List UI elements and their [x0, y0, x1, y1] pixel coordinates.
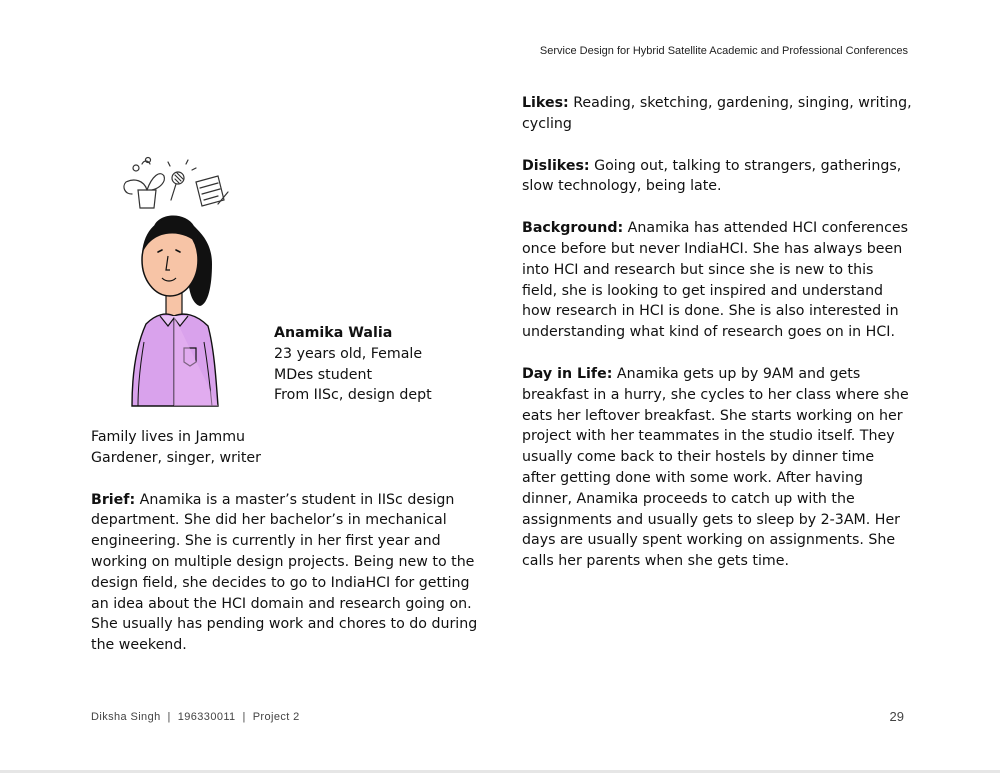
day-in-life-paragraph: [522, 364, 912, 572]
persona-age-gender: 23 years old, Female: [274, 345, 423, 362]
persona-summary: [274, 323, 474, 406]
running-header: Service Design for Hybrid Satellite Academic and Professional Conferences: [539, 45, 908, 57]
background-label: Background:: [522, 220, 624, 237]
brief-text: Anamika is a master’s student in IISc design department. She did her bachelor’s in mechanical engineering. She is currently in her first year and working on multiple design projects. Being new to the design field, she decides to go to IndiaHCI for getting an idea about the HCI domain and research going on. She usually has pending work and chores to do during the weekend.: [91, 491, 478, 654]
left-column: [91, 427, 483, 677]
footer-separator: |: [167, 711, 171, 723]
day-in-life-text: Anamika gets up by 9AM and gets breakfast in a hurry, she cycles to her class where she eats her leftover breakfast. She starts working on her project with her teammates in the studio itself. They usually come back to their hostels by dinner time after getting done with some work. After having dinner, Anamika proceeds to catch up with the assignments and usually gets to sleep by 2-3AM. Her days are usually spent working on assignments. She calls her parents when she gets time.: [522, 365, 909, 570]
persona-illustration: [108, 152, 258, 414]
persona-hobbies: Gardener, singer, writer: [91, 449, 261, 466]
footer-project: Project 2: [252, 711, 300, 723]
persona-name: Anamika Walia: [274, 325, 393, 341]
persona-details: [91, 427, 483, 469]
dislikes-paragraph: [522, 156, 912, 198]
brief-paragraph: [91, 490, 483, 656]
page-number: 29: [889, 709, 904, 724]
dislikes-label: Dislikes:: [522, 157, 590, 174]
background-paragraph: [522, 218, 912, 343]
day-in-life-label: Day in Life:: [522, 365, 613, 382]
likes-paragraph: [522, 93, 912, 135]
footer-roll: 196330011: [177, 711, 236, 723]
footer-credits: [91, 711, 300, 723]
likes-label: Likes:: [522, 95, 569, 111]
persona-family: Family lives in Jammu: [91, 429, 246, 445]
persona-occupation: MDes student: [274, 366, 373, 383]
likes-text: Reading, sketching, gardening, singing, writing, cycling: [522, 95, 912, 132]
brief-label: Brief:: [91, 491, 136, 508]
footer-author: Diksha Singh: [91, 711, 161, 723]
dislikes-text: Going out, talking to strangers, gatherings, slow technology, being late.: [522, 157, 902, 195]
thought-icons: [124, 158, 228, 209]
background-text: Anamika has attended HCI conferences once before but never IndiaHCI. She has always been into HCI and research but since she is new to this field, she is looking to get inspired and understand how research in HCI is done. She is also interested in understanding what kind of research goes on in HCI.: [522, 220, 909, 341]
persona-origin: From IISc, design dept: [274, 387, 432, 404]
footer-separator: |: [242, 711, 246, 723]
right-column: [522, 93, 912, 593]
